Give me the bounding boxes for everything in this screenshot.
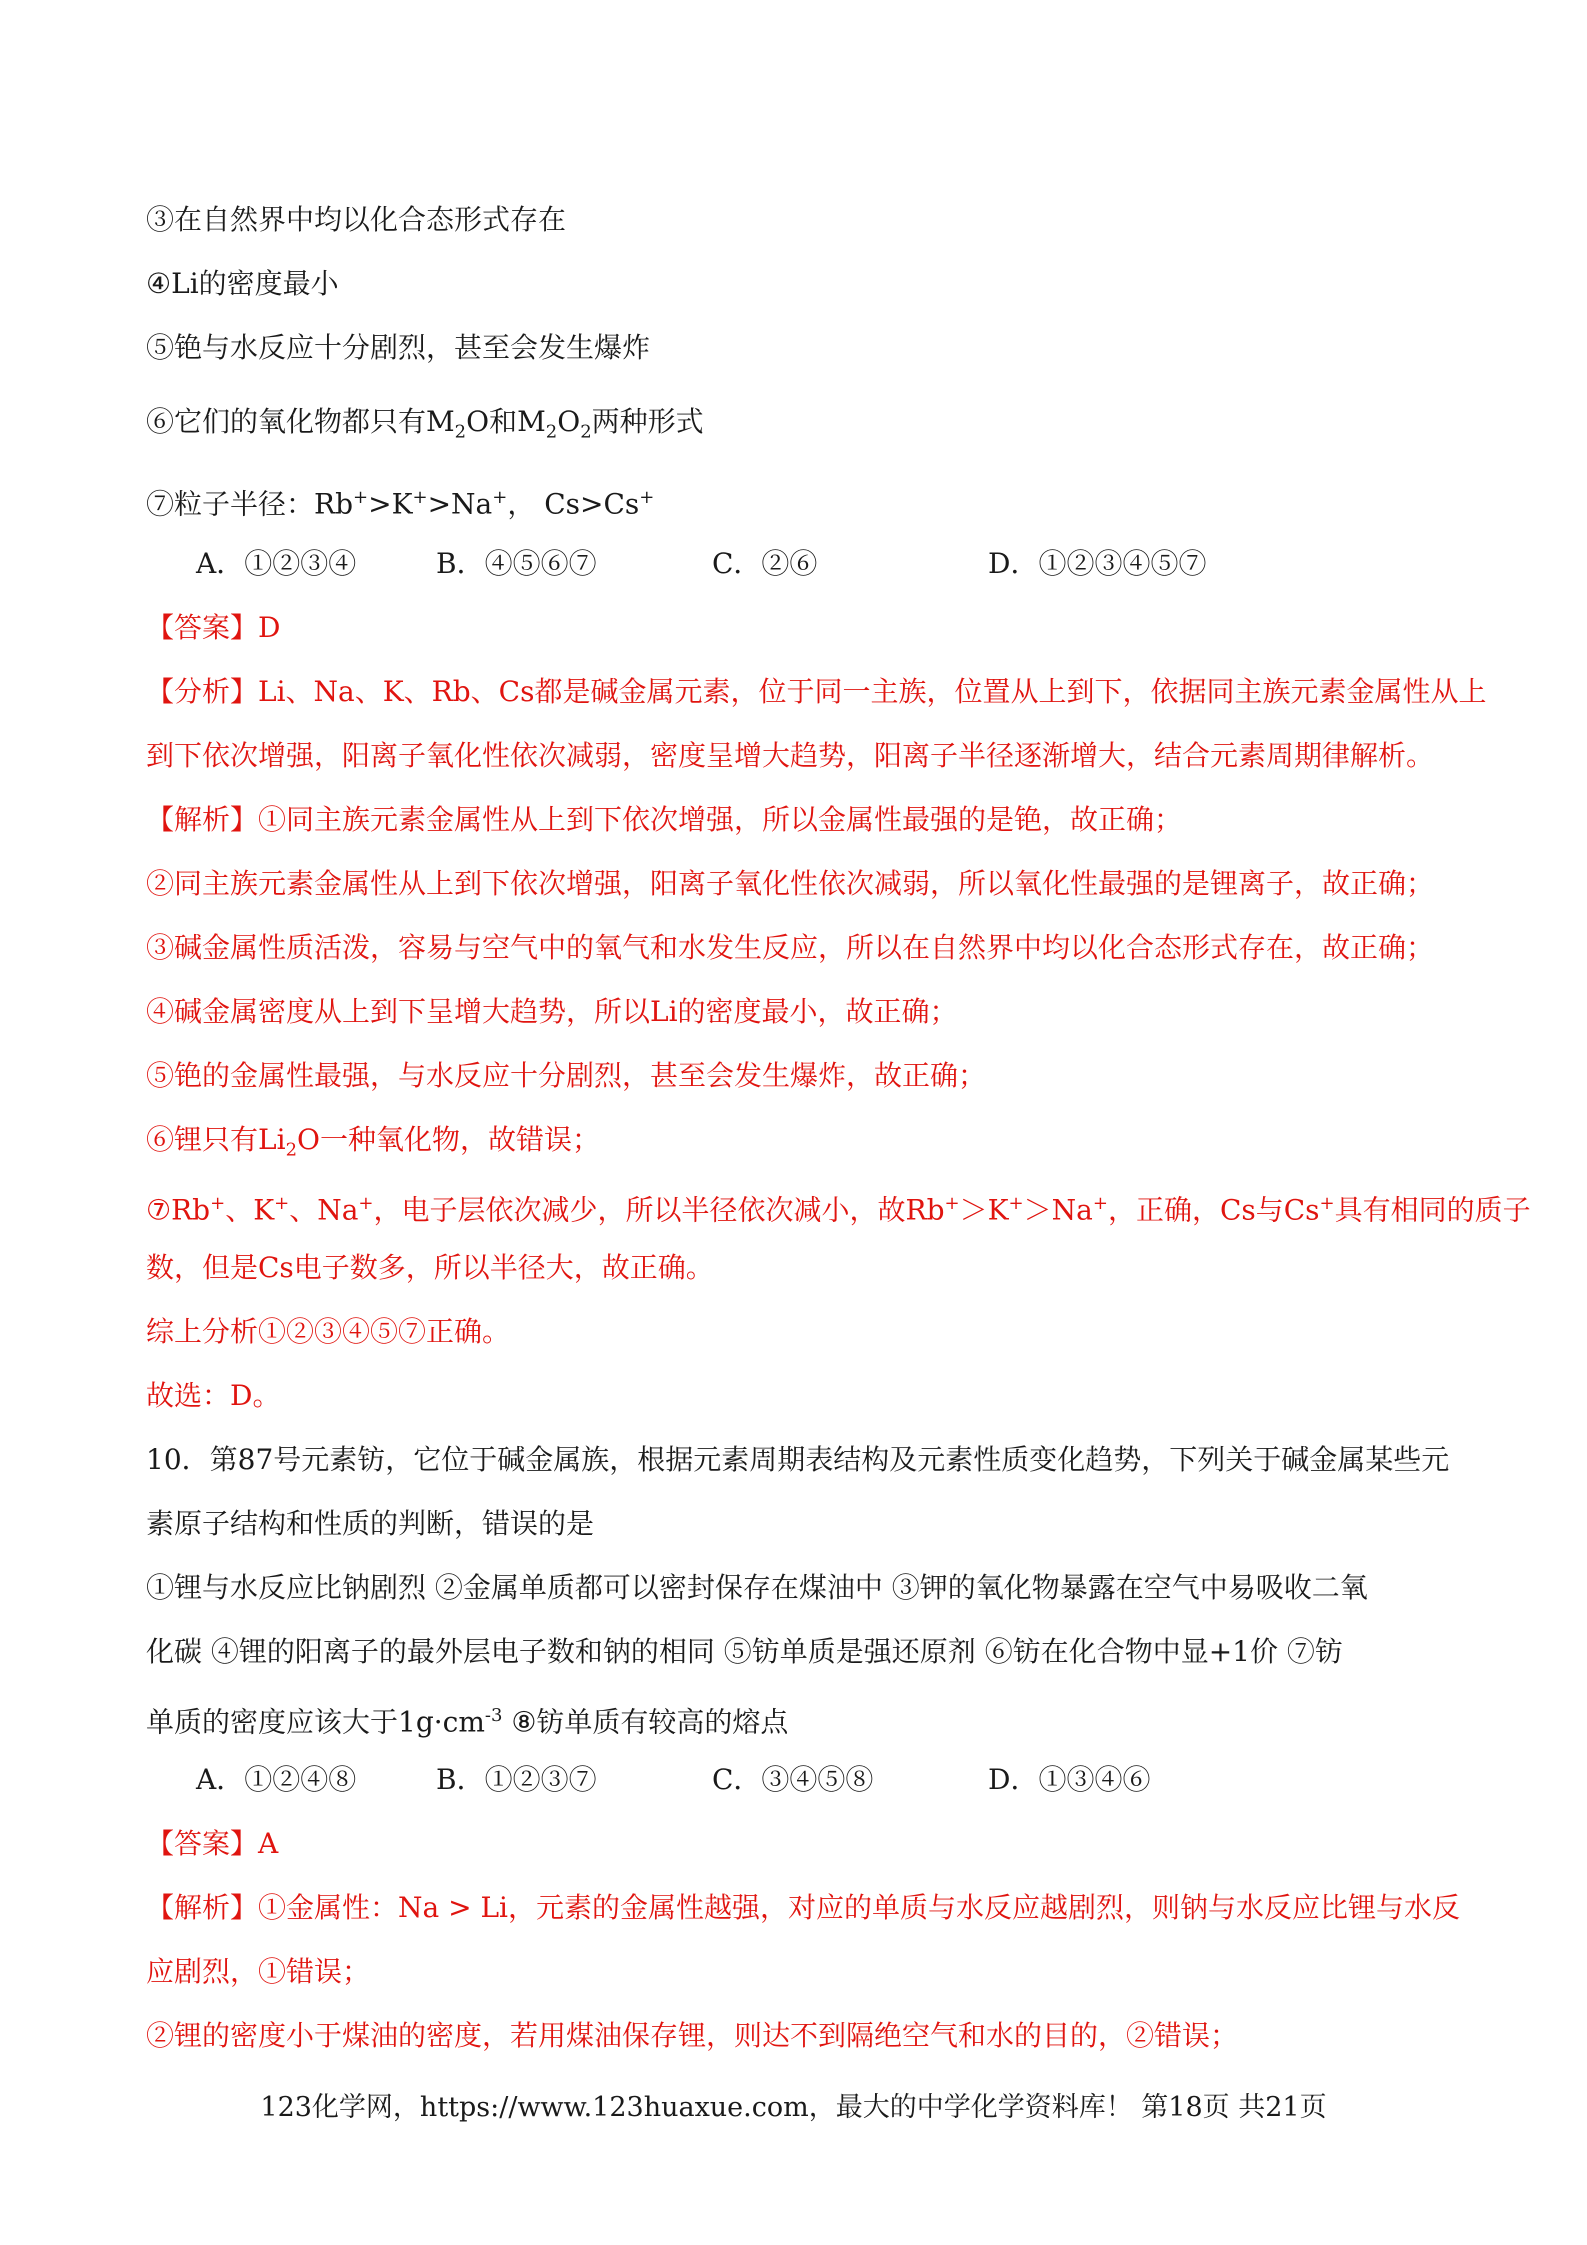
- q9-choice-c: C．②⑥: [712, 547, 818, 580]
- page-footer: 123化学网，https://www.123huaxue.com，最大的中学化学资料库！ 第18页 共21页: [260, 2092, 1327, 2123]
- q9-explanation-4: ④碱金属密度从上到下呈增大趋势，所以Li的密度最小，故正确；: [146, 995, 958, 1028]
- q9-explanation-1: 【解析】①同主族元素金属性从上到下依次增强，所以金属性最强的是铯，故正确；: [146, 803, 1183, 836]
- q9-summary: 综上分析①②③④⑤⑦正确。: [146, 1315, 511, 1348]
- q10-explanation-1: 【解析】①金属性：Na > Li，元素的金属性越强，对应的单质与水反应越剧烈，则钠与水反应比锂与水反: [146, 1891, 1461, 1924]
- q9-explanation-6: ⑥锂只有$Li_2O$一种氧化物，故错误；: [146, 1123, 600, 1161]
- q9-item-7: ⑦粒子半径：Rb+>K+>Na+， Cs>Cs+: [146, 487, 655, 521]
- q10-items-line3: 单质的密度应该大于$1g\cdot cm^{-3}$ ⑧钫单质有较高的熔点: [146, 1705, 789, 1739]
- q9-explanation-3: ③碱金属性质活泼，容易与空气中的氧气和水发生反应，所以在自然界中均以化合态形式存在，故正确；: [146, 931, 1435, 964]
- q9-item-3: ③在自然界中均以化合态形式存在: [146, 203, 567, 236]
- q9-choice-a: A．①②③④: [196, 547, 357, 580]
- q9-item-6: ⑥它们的氧化物都只有$M_2O$和$M_2O_2$两种形式: [146, 405, 704, 443]
- q10-items-line1: ①锂与水反应比钠剧烈 ②金属单质都可以密封保存在煤油中 ③钾的氧化物暴露在空气中易吸收二氧: [146, 1571, 1368, 1604]
- q9-item-5: ⑤铯与水反应十分剧烈，甚至会发生爆炸: [146, 331, 651, 364]
- q10-choice-c: C．③④⑤⑧: [712, 1763, 874, 1796]
- q10-choice-b: B．①②③⑦: [436, 1763, 597, 1796]
- q9-explanation-5: ⑤铯的金属性最强，与水反应十分剧烈，甚至会发生爆炸，故正确；: [146, 1059, 987, 1092]
- q9-item-4: ④Li的密度最小: [146, 267, 339, 300]
- q9-answer: 【答案】D: [146, 611, 281, 644]
- q9-explanation-8: 数，但是Cs电子数多，所以半径大，故正确。: [146, 1251, 714, 1284]
- q9-selection: 故选：D。: [146, 1379, 281, 1412]
- q10-choice-d: D．①③④⑥: [988, 1763, 1151, 1796]
- q10-items-line2: 化碳 ④锂的阳离子的最外层电子数和钠的相同 ⑤钫单质是强还原剂 ⑥钫在化合物中显+1价 ⑦钫: [146, 1635, 1343, 1668]
- q10-choice-a: A．①②④⑧: [196, 1763, 357, 1796]
- q9-analysis-line1: 【分析】Li、Na、K、Rb、Cs都是碱金属元素，位于同一主族，位置从上到下，依据同主族元素金属性从上: [146, 675, 1487, 708]
- q9-choice-d: D．①②③④⑤⑦: [988, 547, 1207, 580]
- q10-explanation-2: 应剧烈，①错误；: [146, 1955, 371, 1988]
- q9-choice-b: B．④⑤⑥⑦: [436, 547, 597, 580]
- q9-explanation-7: ⑦Rb+、K+、Na+，电子层依次减少，所以半径依次减小，故Rb+＞K+＞Na+，正确，Cs与Cs+具有相同的质子: [146, 1193, 1531, 1227]
- q9-choices: [196, 544, 1206, 584]
- q10-answer: 【答案】A: [146, 1827, 279, 1860]
- q10-choices: [196, 1760, 1150, 1800]
- q10-stem-line1: 10．第87号元素钫，它位于碱金属族，根据元素周期表结构及元素性质变化趋势，下列关于碱金属某些元: [146, 1443, 1450, 1476]
- q10-stem-line2: 素原子结构和性质的判断，错误的是: [146, 1507, 595, 1540]
- q9-analysis-line2: 到下依次增强，阳离子氧化性依次减弱，密度呈增大趋势，阳离子半径逐渐增大，结合元素周期律解析。: [146, 739, 1435, 772]
- q9-explanation-2: ②同主族元素金属性从上到下依次增强，阳离子氧化性依次减弱，所以氧化性最强的是锂离子，故正确；: [146, 867, 1435, 900]
- q10-explanation-3: ②锂的密度小于煤油的密度，若用煤油保存锂，则达不到隔绝空气和水的目的，②错误；: [146, 2019, 1239, 2052]
